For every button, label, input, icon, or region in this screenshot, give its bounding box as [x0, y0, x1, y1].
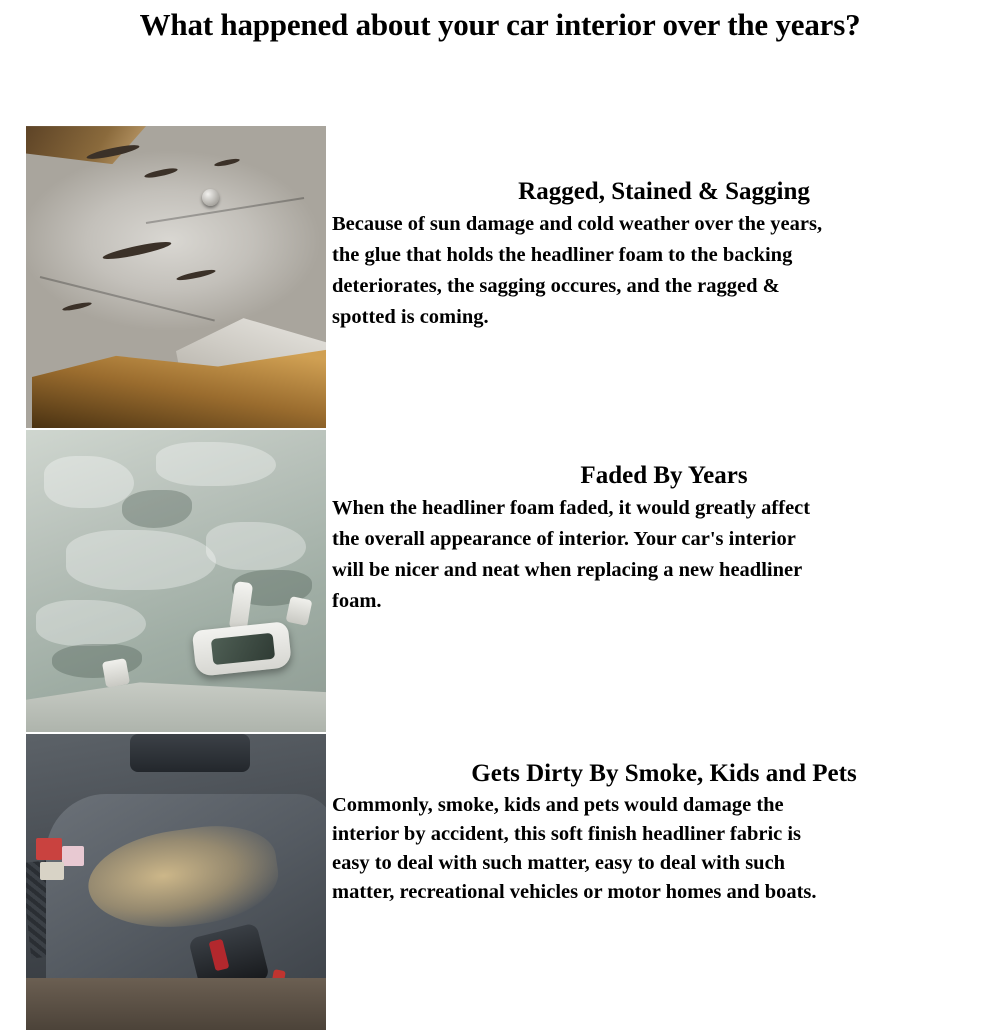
dirty-body-line: matter, recreational vehicles or motor homes and boats. [332, 881, 817, 904]
sagging-body-line: spotted is coming. [332, 306, 489, 329]
dirty-title: Gets Dirty By Smoke, Kids and Pets [471, 760, 857, 788]
faded-body-line: the overall appearance of interior. Your car's interior [332, 528, 796, 550]
sagging-body-line: the glue that holds the headliner foam to the backing [332, 244, 793, 266]
page-title: What happened about your car interior over the years? [139, 7, 861, 42]
faded-title: Faded By Years [580, 462, 748, 490]
sagging-body-line: deteriorates, the sagging occures, and the ragged & [332, 275, 780, 298]
faded-body-line: When the headliner foam faded, it would greatly affect [332, 496, 811, 519]
faded-body-line: foam. [332, 590, 382, 613]
faded-text-block [332, 462, 996, 617]
faded-body-line: will be nicer and neat when replacing a new headliner [332, 559, 803, 582]
dirty-body [332, 791, 996, 907]
sagging-title: Ragged, Stained & Sagging [518, 178, 810, 206]
dirty-body-line: easy to deal with such matter, easy to deal with such [332, 852, 786, 875]
dirty-seat-photo [26, 734, 326, 1030]
faded-body [332, 493, 996, 618]
sagging-headliner-photo [26, 126, 326, 428]
sagging-body-line: Because of sun damage and cold weather over the years, [332, 212, 823, 235]
sagging-text-block [332, 178, 996, 333]
sagging-body [332, 209, 996, 334]
dirty-body-line: interior by accident, this soft finish headliner fabric is [332, 822, 802, 845]
dirty-text-block [332, 760, 996, 907]
dirty-body-line: Commonly, smoke, kids and pets would damage the [332, 793, 784, 816]
faded-headliner-photo [26, 430, 326, 732]
